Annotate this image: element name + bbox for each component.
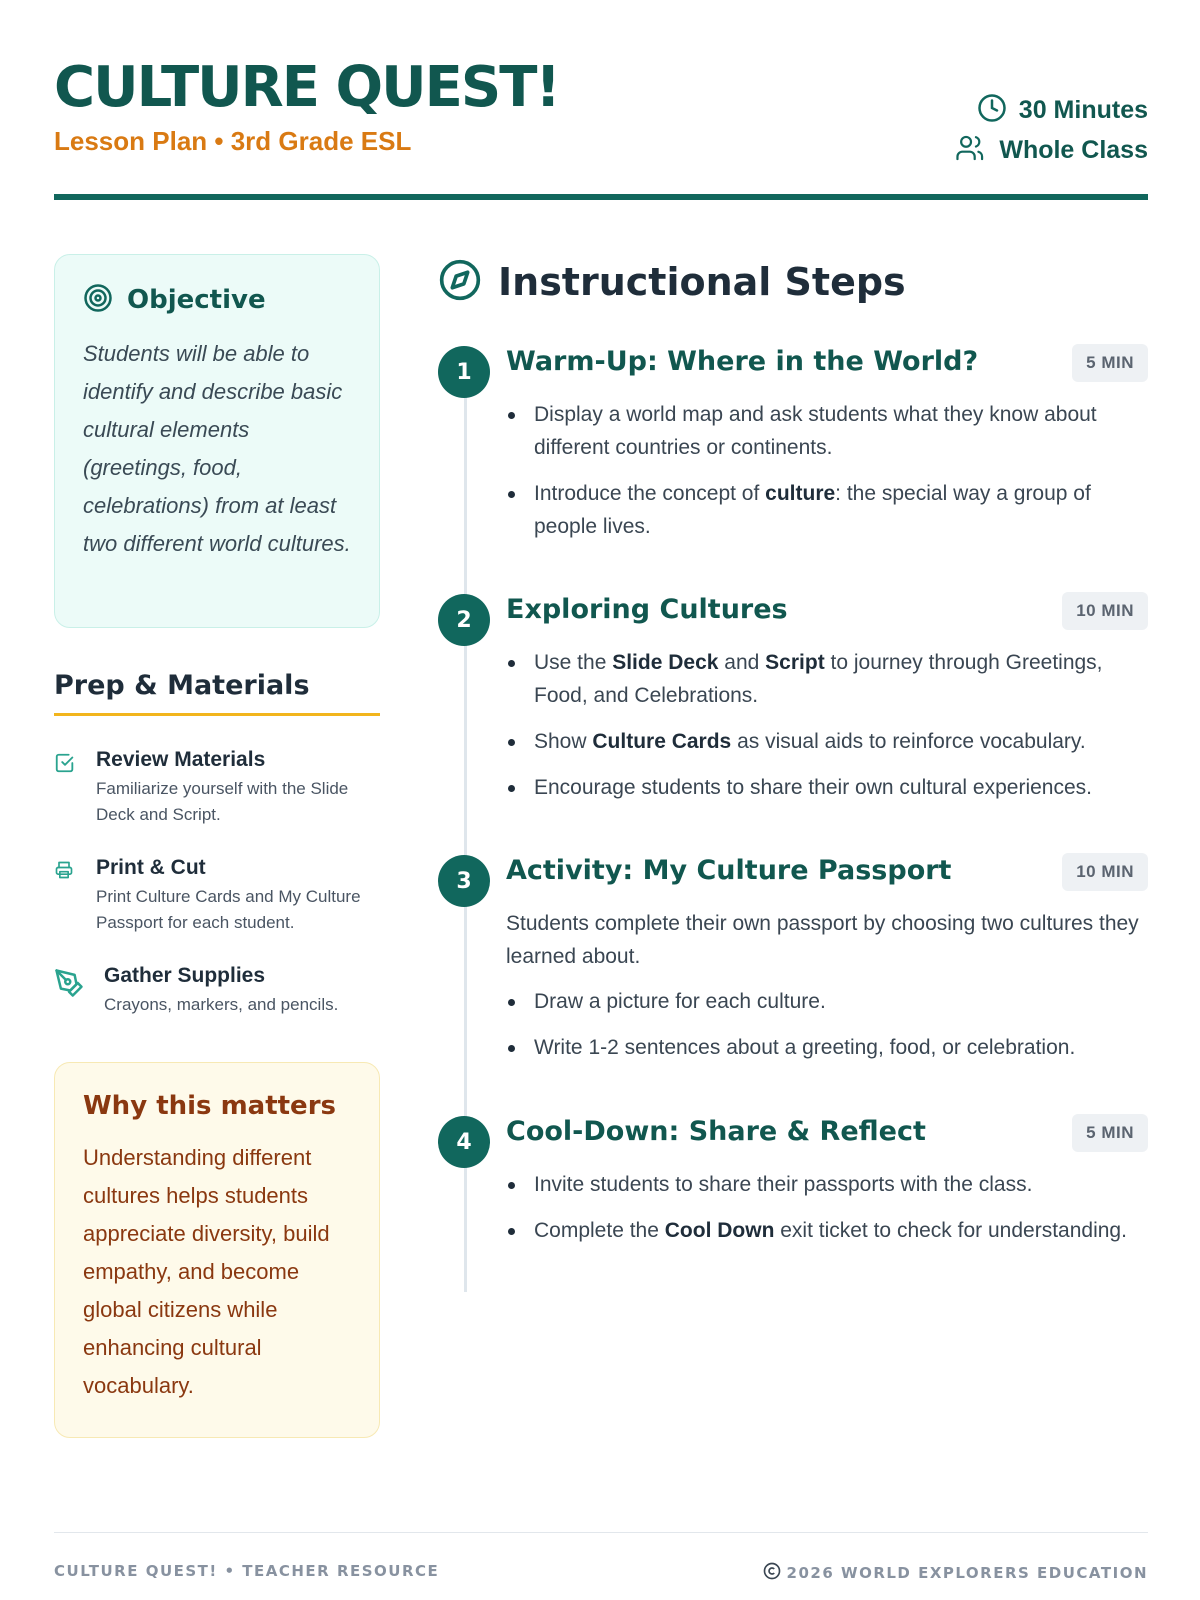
step-bullet: [506, 646, 1148, 712]
bullet-emphasis: culture: [765, 482, 836, 505]
step-bullets: [506, 985, 1148, 1064]
why-heading: Why this matters: [83, 1091, 336, 1121]
compass-icon: [438, 258, 482, 306]
bullet-text: Write 1-2 sentences about a greeting, food, or celebration.: [534, 1036, 1076, 1059]
checkbox-icon: [54, 748, 80, 828]
prep-heading: Prep & Materials: [54, 670, 380, 716]
bullet-text: Draw a picture for each culture.: [534, 990, 826, 1013]
prep-item-title: Gather Supplies: [104, 964, 266, 987]
pen-tool-icon: [54, 964, 88, 1018]
bullet-emphasis: Culture Cards: [592, 730, 732, 753]
prep-item: [54, 856, 384, 936]
objective-heading: Objective: [127, 285, 266, 315]
step-number: 2: [438, 594, 490, 646]
step-bullet: [506, 771, 1148, 804]
time-badge: 5 MIN: [1072, 344, 1148, 382]
header-divider: [54, 194, 1148, 200]
step-number: 3: [438, 855, 490, 907]
why-text: Understanding different cultures helps students appreciate diversity, build empathy, and become global citizens while enhancing cultural vocabulary.: [83, 1145, 330, 1398]
bullet-text: exit ticket to check for understanding.: [774, 1219, 1127, 1242]
step-bullet: [506, 725, 1148, 758]
time-badge: 10 MIN: [1062, 853, 1148, 891]
step-title: Activity: My Culture Passport: [506, 855, 952, 886]
footer-right-text: 2026 WORLD EXPLORERS EDUCATION: [786, 1564, 1148, 1582]
step-bullet: [506, 1214, 1148, 1247]
time-badge: 5 MIN: [1072, 1114, 1148, 1152]
step-bullets: [506, 1168, 1148, 1247]
bullet-emphasis: Cool Down: [664, 1219, 775, 1242]
prep-item-title: Review Materials: [96, 748, 266, 771]
prep-item-desc: Familiarize yourself with the Slide Deck and Script.: [96, 779, 349, 824]
footer-left-text: CULTURE QUEST! • TEACHER RESOURCE: [54, 1562, 440, 1580]
prep-item-title: Print & Cut: [96, 856, 206, 879]
duration-text: 30 Minutes: [1018, 95, 1148, 124]
printer-icon: [54, 856, 80, 936]
duration-row: [955, 90, 1148, 130]
bullet-text: Encourage students to share their own cultural experiences.: [534, 776, 1092, 799]
grouping-row: [955, 130, 1148, 170]
bullet-text: Show: [534, 730, 593, 753]
prep-list: [54, 748, 384, 1046]
bullet-text: Invite students to share their passports with the class.: [534, 1173, 1033, 1196]
bullet-text: Complete the: [534, 1219, 665, 1242]
bullet-emphasis: Script: [765, 651, 825, 674]
step-intro: Students complete their own passport by choosing two cultures they learned about.: [506, 912, 1139, 968]
step-title: Exploring Cultures: [506, 594, 788, 625]
bullet-text: Use the: [534, 651, 613, 674]
page-subtitle: Lesson Plan • 3rd Grade ESL: [54, 126, 412, 156]
bullet-emphasis: Slide Deck: [612, 651, 719, 674]
time-badge: 10 MIN: [1062, 592, 1148, 630]
bullet-text: : the special way a group of people lives.: [534, 482, 1091, 538]
prep-item-desc: Crayons, markers, and pencils.: [104, 995, 339, 1014]
step-title: Warm-Up: Where in the World?: [506, 346, 979, 377]
header: [54, 56, 1148, 202]
footer-right: [763, 1562, 1148, 1584]
step-bullets: [506, 646, 1148, 804]
prep-item-desc: Print Culture Cards and My Culture Passport for each student.: [96, 887, 361, 932]
step-bullets: [506, 398, 1148, 543]
bullet-text: Introduce the concept of: [534, 482, 766, 505]
why-card: [54, 1062, 380, 1438]
steps-heading: Instructional Steps: [498, 260, 906, 304]
step-bullet: [506, 1168, 1148, 1201]
footer-divider: [54, 1532, 1148, 1533]
lesson-meta: [955, 90, 1148, 170]
step-number: 1: [438, 346, 490, 398]
step-bullet: [506, 985, 1148, 1018]
step-title: Cool-Down: Share & Reflect: [506, 1116, 926, 1147]
objective-card: [54, 254, 380, 628]
step-bullet: [506, 1031, 1148, 1064]
grouping-text: Whole Class: [999, 135, 1148, 164]
objective-text: Students will be able to identify and describe basic cultural elements (greetings, food, celebrations) from at least two different world cultures.: [83, 341, 351, 556]
bullet-text: to journey through Greetings, Food, and Celebrations.: [534, 651, 1103, 707]
bullet-text: Display a world map and ask students what they know about different countries or continents.: [534, 403, 1097, 459]
prep-item: [54, 964, 384, 1018]
step-bullet: [506, 398, 1148, 464]
page-title: CULTURE QUEST!: [54, 55, 559, 120]
copyright-icon: [763, 1562, 781, 1584]
step-number: 4: [438, 1116, 490, 1168]
bullet-text: and: [718, 651, 766, 674]
steps-header: [438, 258, 906, 306]
bullet-text: as visual aids to reinforce vocabulary.: [731, 730, 1086, 753]
users-icon: [955, 133, 987, 167]
prep-item: [54, 748, 384, 828]
target-icon: [83, 283, 113, 317]
clock-icon: [977, 93, 1007, 127]
step-bullet: [506, 477, 1148, 543]
